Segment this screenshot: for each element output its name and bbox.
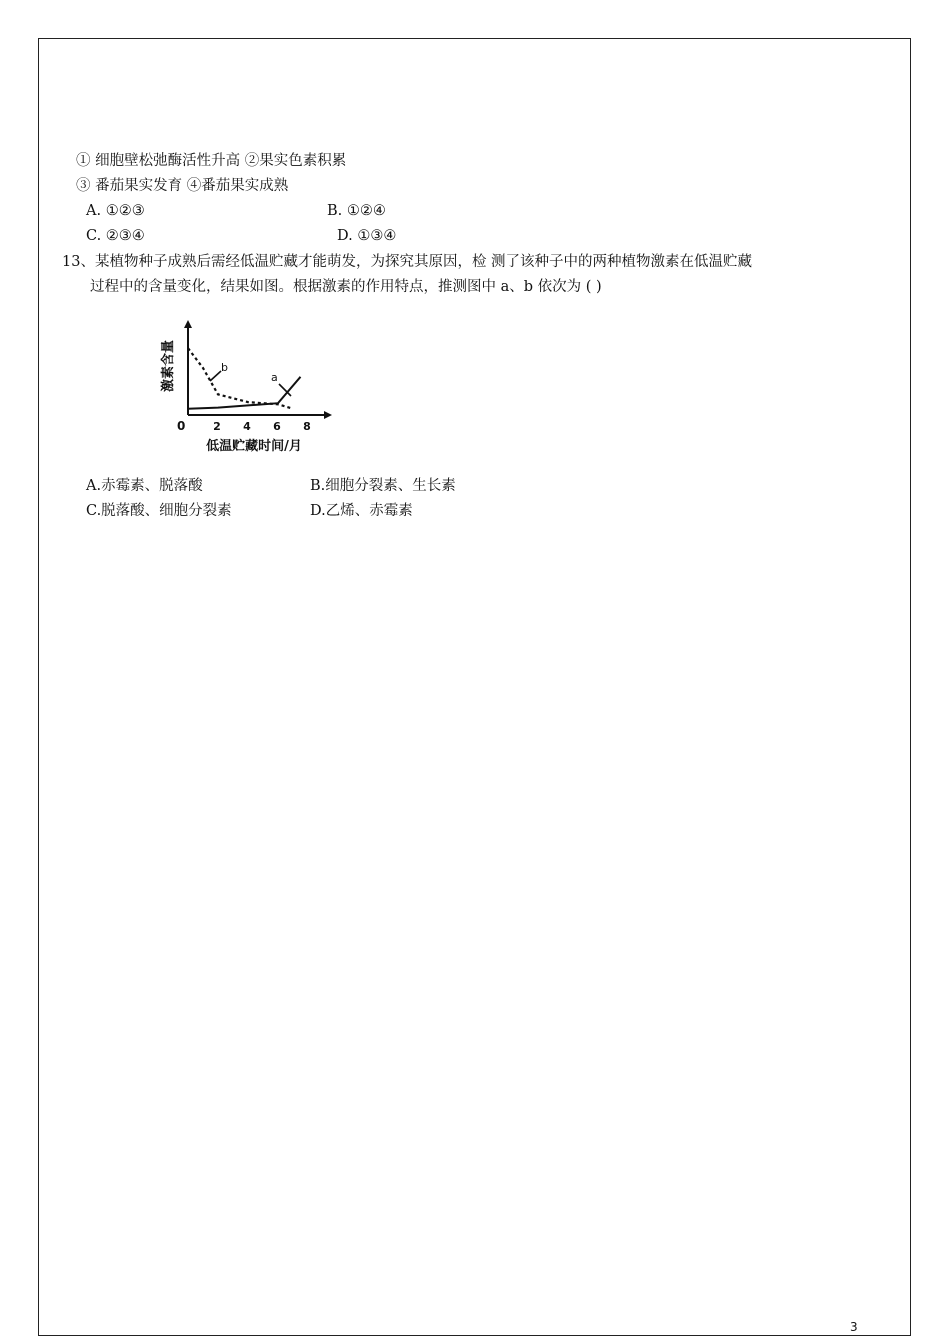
q12-statements-line1: ① 细胞壁松弛酶活性升高 ②果实色素积累 [76,153,347,169]
q12-option-d: D. ①③④ [337,228,397,244]
x-axis-arrow [324,411,332,419]
series-b-label: b [221,361,228,374]
y-axis-label: 激素含量 [161,339,176,393]
q13-option-d: D.乙烯、赤霉素 [310,503,413,519]
q13-option-b: B.细胞分裂素、生长素 [310,478,456,494]
series-b-pointer [210,371,221,381]
series-a-line [188,377,301,409]
hormone-chart [150,318,350,458]
origin-label: 0 [177,419,186,433]
q13-stem-line1: 13、某植物种子成熟后需经低温贮藏才能萌发，为探究其原因，检 测了该种子中的两种植物激素在低温贮藏 [62,254,753,270]
y-axis-arrow [184,320,192,328]
series-a-label: a [271,371,278,384]
page-number: 3 [850,1320,858,1334]
x-tick-label: 4 [243,420,251,433]
x-tick-label: 2 [213,420,221,433]
q13-option-c: C.脱落酸、细胞分裂素 [86,503,232,519]
q13-stem-line2: 过程中的含量变化，结果如图。根据激素的作用特点，推测图中 a、b 依次为 ( ) [90,279,602,295]
q12-option-b: B. ①②④ [327,203,386,219]
page-border [38,38,911,1336]
x-axis-label: 低温贮藏时间/月 [206,439,302,454]
x-tick-label: 6 [273,420,281,433]
q12-statements-line2: ③ 番茄果实发育 ④番茄果实成熟 [76,178,289,194]
q12-option-c: C. ②③④ [86,228,145,244]
x-tick-label: 8 [303,420,311,433]
q12-option-a: A. ①②③ [86,203,145,219]
q13-option-a: A.赤霉素、脱落酸 [86,478,203,494]
